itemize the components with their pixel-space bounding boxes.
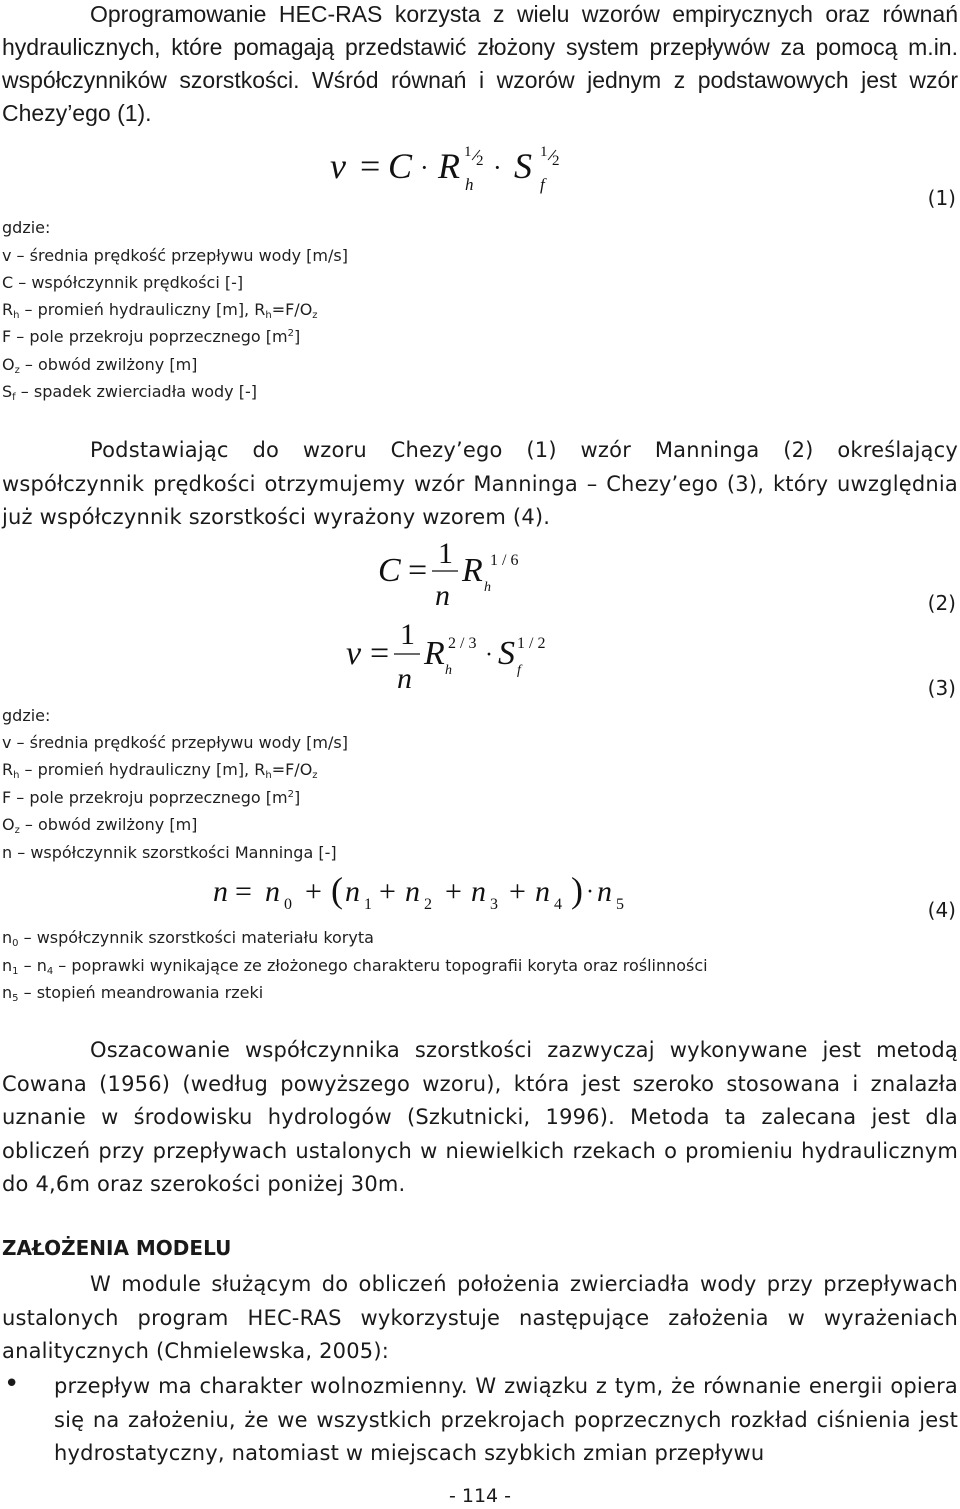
svg-text:n: n	[397, 662, 412, 695]
legend-2-line-oz: $O_z$ – obwód zwilżony [m]	[2, 815, 198, 836]
svg-text:1: 1	[364, 896, 372, 913]
legend-2-heading: gdzie:	[2, 706, 51, 725]
svg-text:4: 4	[554, 896, 562, 913]
equation-4-number: (4)	[927, 898, 956, 922]
intro-paragraph: Oprogramowanie HEC-RAS korzysta z wielu wzorów empirycznych oraz równań hydraulicznych, które pomagają przedstawić złożony system przepływów za pomocą m.in. współczynników szorstkości. Wśród równań i wzorów jednym z podstawowych jest wzór Chezy’ego (1).	[2, 1, 958, 126]
section-paragraph: W module służącym do obliczeń położenia zwierciadła wody przy przepływach ustalonych program HEC-RAS wykorzystuje następujące założenia w wyrażeniach analitycznych (Chmielewska, 2005):	[2, 1272, 958, 1363]
legend-3-line-n0: $n_0$ – współczynnik szorstkości materiału koryta	[2, 928, 374, 949]
svg-text:·: ·	[493, 153, 502, 182]
svg-text:·: ·	[485, 642, 493, 668]
page-number: - 114 -	[448, 1485, 512, 1507]
svg-text:+: +	[305, 875, 322, 908]
svg-text:S: S	[514, 146, 532, 186]
svg-text:n: n	[213, 875, 228, 908]
svg-text:=: =	[370, 635, 390, 672]
svg-text:R: R	[462, 552, 483, 589]
svg-text:3: 3	[490, 896, 498, 913]
equation-2-number: (2)	[927, 591, 956, 615]
svg-text:1: 1	[540, 144, 548, 160]
svg-text:n: n	[405, 875, 420, 908]
svg-text:=: =	[360, 146, 381, 186]
svg-text:0: 0	[284, 896, 292, 913]
svg-text:R: R	[424, 635, 445, 672]
equation-3-number: (3)	[927, 676, 956, 700]
svg-text:n: n	[597, 875, 612, 908]
svg-text:·: ·	[420, 153, 429, 182]
svg-text:2: 2	[476, 153, 484, 169]
svg-text:(: (	[331, 870, 343, 910]
legend-3-line-n5: $n_5$ – stopień meandrowania rzeki	[2, 983, 264, 1004]
svg-text:5: 5	[616, 896, 624, 913]
bullet-text: przepływ ma charakter wolnozmienny. W związku z tym, że równanie energii opiera się na założeniu, że we wszystkich przekrojach poprzecznych rozkład ciśnienia jest hydrostatyczny, natomiast w miejscach szybkich zmian przepływu	[54, 1374, 958, 1465]
svg-text:v: v	[330, 146, 346, 186]
svg-text:1: 1	[464, 144, 472, 160]
svg-text:v: v	[346, 635, 362, 672]
section-heading: ZAŁOŻENIA MODELU	[2, 1236, 232, 1260]
bullet-icon: •	[4, 1369, 20, 1399]
svg-text:f: f	[540, 175, 545, 194]
equation-4	[205, 868, 635, 918]
svg-text:n: n	[345, 875, 360, 908]
svg-text:h: h	[484, 580, 491, 595]
svg-text:n: n	[471, 875, 486, 908]
svg-text:n: n	[265, 875, 280, 908]
svg-text:+: +	[509, 875, 526, 908]
svg-text:f: f	[517, 663, 521, 678]
legend-1-line-f: F – pole przekroju poprzecznego $[m^2]$	[2, 327, 301, 346]
legend-1-line-v: v – średnia prędkość przepływu wody [m/s]	[2, 246, 348, 265]
equation-2	[370, 535, 540, 615]
svg-text:=: =	[235, 875, 252, 908]
legend-2-line-rh: $R_h$ – promień hydrauliczny [m], $R_h=F/O_z$	[2, 760, 318, 781]
svg-text:2 / 3: 2 / 3	[448, 635, 477, 652]
equation-1	[320, 138, 580, 198]
svg-text:1: 1	[438, 537, 453, 570]
svg-text:+: +	[379, 875, 396, 908]
svg-text:·: ·	[586, 879, 594, 905]
legend-1-line-oz: $O_z$ – obwód zwilżony [m]	[2, 355, 198, 376]
svg-text:C: C	[378, 552, 401, 589]
svg-text:=: =	[408, 552, 428, 589]
legend-1-line-rh: $R_h$ – promień hydrauliczny [m], $R_h=F/O_z$	[2, 300, 318, 321]
svg-text:+: +	[445, 875, 462, 908]
legend-2-line-v: v – średnia prędkość przepływu wody [m/s]	[2, 733, 348, 752]
svg-text:h: h	[465, 175, 474, 194]
svg-text:n: n	[535, 875, 550, 908]
svg-text:n: n	[435, 579, 450, 612]
svg-text:): )	[571, 870, 583, 910]
svg-text:2: 2	[424, 896, 432, 913]
svg-text:1 / 6: 1 / 6	[490, 552, 519, 569]
svg-text:1: 1	[400, 618, 415, 651]
svg-text:h: h	[445, 663, 452, 678]
svg-text:1 / 2: 1 / 2	[517, 635, 546, 652]
svg-text:R: R	[438, 146, 460, 186]
legend-2-line-f: F – pole przekroju poprzecznego $[m^2]$	[2, 788, 301, 807]
cowan-paragraph: Oszacowanie współczynnika szorstkości zazwyczaj wykonywane jest metodą Cowana (1956) (według powyższego wzoru), która jest szeroko stosowana i znalazła uznanie w środowisku hydrologów (Szkutnicki, 1996). Metoda ta zalecana jest dla obliczeń przy przepływach ustalonych w niewielkich rzekach o promieniu hydraulicznym do 4,6m oraz szerokości poniżej 30m.	[2, 1038, 958, 1196]
legend-1-heading: gdzie:	[2, 218, 51, 237]
legend-3-line-n1-n4: $n_1 - n_4$ – poprawki wynikające ze złożonego charakteru topografii koryta oraz roślinności	[2, 956, 708, 977]
equation-3	[340, 618, 570, 698]
svg-text:C: C	[388, 146, 413, 186]
svg-text:2: 2	[552, 153, 560, 169]
manning-paragraph: Podstawiając do wzoru Chezy’ego (1) wzór Manninga (2) określający współczynnik prędkości otrzymujemy wzór Manninga – Chezy’ego (3), który uwzględnia już współczynnik szorstkości wyrażony wzorem (4).	[2, 438, 958, 529]
svg-text:S: S	[498, 635, 515, 672]
legend-2-line-n: n – współczynnik szorstkości Manninga [-]	[2, 843, 337, 862]
equation-1-number: (1)	[927, 186, 956, 210]
legend-1-line-c: C – współczynnik prędkości [-]	[2, 273, 244, 292]
legend-1-line-sf: $S_f$ – spadek zwierciadła wody [-]	[2, 382, 257, 403]
